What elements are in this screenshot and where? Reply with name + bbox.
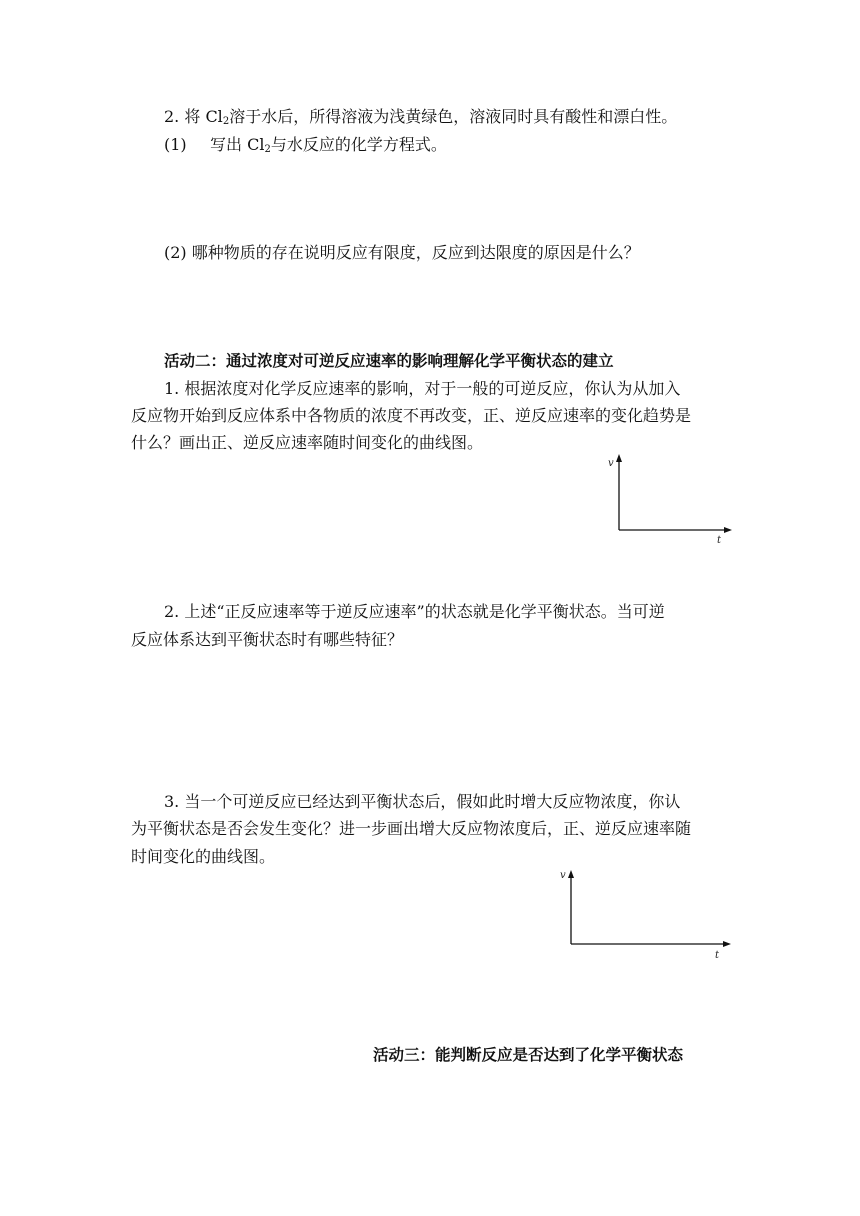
q2-part1-number: (1)	[164, 135, 187, 154]
activity3-heading: 活动三：能判断反应是否达到了化学平衡状态	[373, 1046, 684, 1064]
a2-q2-line-2: 反应体系达到平衡状态时有哪些特征？	[131, 630, 404, 649]
graph-1-y-arrow-icon	[616, 454, 622, 462]
graph-1-x-arrow-icon	[724, 527, 732, 533]
q2-part1-subscript: 2	[264, 144, 271, 155]
a2-q1-line-2: 反应物开始到反应体系中各物质的浓度不再改变，正、逆反应速率的变化趋势是	[131, 406, 692, 425]
graph-1-y-label: v	[608, 458, 614, 469]
q2-part1-suffix: 与水反应的化学方程式。	[270, 135, 447, 154]
a2-q3-line-3: 时间变化的曲线图。	[131, 847, 276, 866]
a2-q1-line-1: 1. 根据浓度对化学反应速率的影响，对于一般的可逆反应，你认为从加入	[164, 379, 681, 398]
graph-2-y-arrow-icon	[568, 870, 574, 878]
q2-stem	[164, 106, 677, 128]
q2-part2: (2) 哪种物质的存在说明反应有限度，反应到达限度的原因是什么？	[164, 243, 640, 262]
graph-2-x-label: t	[715, 950, 720, 961]
a2-q1-line-3: 什么？画出正、逆反应速率随时间变化的曲线图。	[131, 433, 484, 452]
a2-q3-line-1: 3. 当一个可逆反应已经达到平衡状态后，假如此时增大反应物浓度，你认	[164, 792, 681, 811]
a2-q3-line-2: 为平衡状态是否会发生变化？进一步画出增大反应物浓度后，正、逆反应速率随	[131, 819, 692, 838]
q2-part1-prefix: 写出 Cl	[210, 135, 265, 154]
q2-stem-subscript: 2	[222, 116, 230, 127]
q2-part1	[164, 134, 447, 156]
graph-2-x-arrow-icon	[723, 941, 731, 947]
graph-1-x-label: t	[717, 535, 722, 546]
activity2-heading: 活动二：通过浓度对可逆反应速率的影响理解化学平衡状态的建立	[164, 352, 614, 370]
a2-q2-line-1: 2. 上述“正反应速率等于逆反应速率”的状态就是化学平衡状态。当可逆	[164, 602, 665, 621]
graph-1-axes	[600, 452, 736, 544]
q2-stem-prefix: 2. 将 Cl	[164, 107, 223, 126]
graph-2-axes	[553, 866, 736, 960]
graph-2-y-label: v	[560, 870, 566, 881]
q2-stem-suffix: 溶于水后，所得溶液为浅黄绿色，溶液同时具有酸性和漂白性。	[229, 107, 678, 126]
